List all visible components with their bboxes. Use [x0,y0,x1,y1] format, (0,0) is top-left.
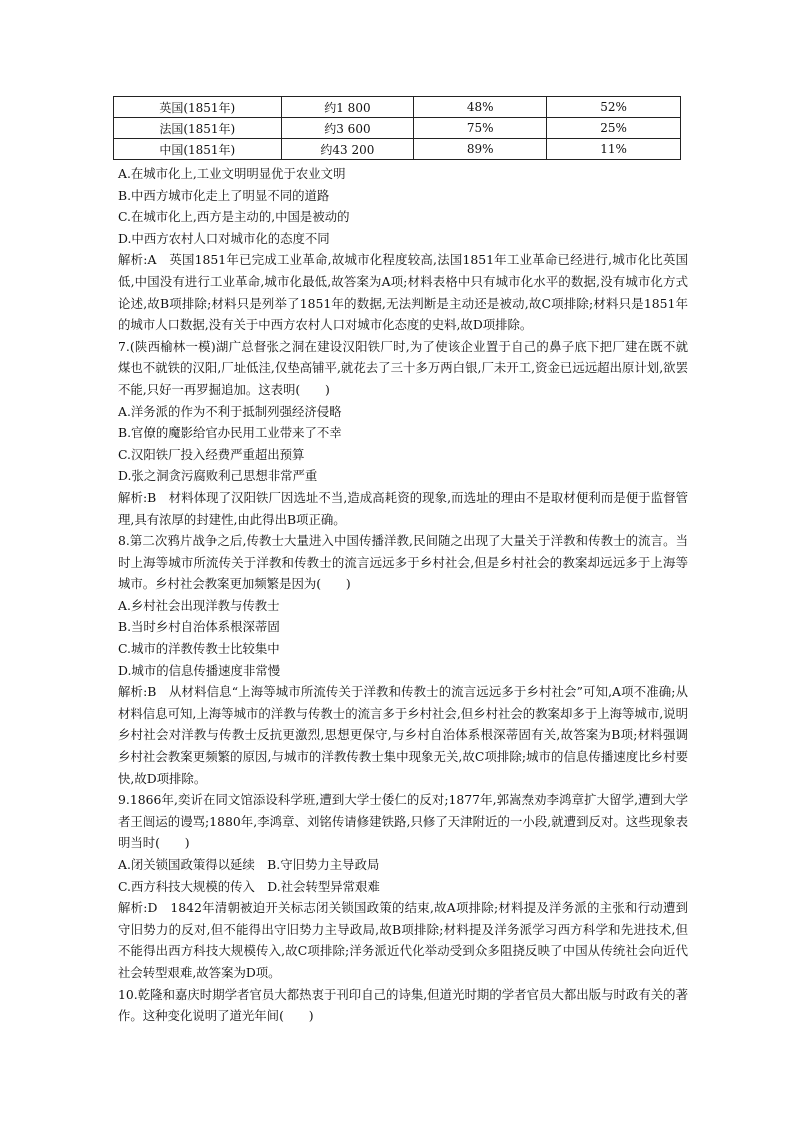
option-a: A.在城市化上,工业文明明显优于农业文明 [118,166,346,181]
table-row [114,97,681,118]
question-stem: 8.第二次鸦片战争之后,传教士大量进入中国传播洋教,民间随之出现了大量关于洋教和传教士的流言。当时上海等城市所流传关于洋教和传教士的流言远远多于乡村社会,但是乡村社会的教案却远远多于上海等城市。乡村社会教案更加频繁是因为( ) [118,533,688,592]
table-cell: 89% [414,139,547,160]
option-a: A.洋务派的作为不利于抵制列强经济侵略 [118,403,342,419]
analysis-text: 解析:D 1842年清朝被迫开关标志闭关锁国政策的结束,故A项排除;材料提及洋务派的主张和行动遭到守旧势力的反对,但不能得出守旧势力主导政局,故B项排除;材料提及洋务派学习西方科学和先进技术,但不能得出西方科技大规模传入,故C项排除;洋务派近代化举动受到众多阻挠反映了中国从传统社会向近代社会转型艰难,故答案为D项。 [118,900,688,980]
table-cell: 约3 600 [281,118,414,139]
table-cell: 48% [414,97,547,118]
options-row: A.闭关锁国政策得以延续 B.守旧势力主导政局 [118,857,380,872]
table-cell: 11% [547,139,681,160]
option-c: C.在城市化上,西方是主动的,中国是被动的 [118,209,350,225]
table-cell: 约1 800 [281,97,414,118]
option-b: B.中西方城市化走上了明显不同的道路 [118,187,330,203]
question-stem: 7.(陕西榆林一模)湖广总督张之洞在建设汉阳铁厂时,为了使该企业置于自己的鼻子底下把厂建在既不就煤也不就铁的汉阳,厂址低洼,仅垫高铺平,就花去了三十多万两白银,厂未开工,资金已远远超出原计划,欲罢不能,只好一再罗掘追加。这表明( ) [118,338,688,397]
analysis-text: 解析:B 材料体现了汉阳铁厂因选址不当,造成高耗资的现象,而选址的理由不是取材便利而是便于监督管理,具有浓厚的封建性,由此得出B项正确。 [118,489,688,527]
question-content [118,163,688,1027]
options-row: C.西方科技大规模的传入 D.社会转型异常艰难 [118,878,380,894]
option-b: B.当时乡村自治体系根深蒂固 [118,619,280,635]
option-d: D.张之洞贪污腐败利己思想非常严重 [118,468,318,484]
table-cell: 英国(1851年) [114,97,282,118]
table-cell: 52% [547,97,681,118]
option-d: D.中西方农村人口对城市化的态度不同 [118,230,330,246]
table-cell: 约43 200 [281,139,414,160]
question-stem: 10.乾隆和嘉庆时期学者官员大都热衷于刊印自己的诗集,但道光时期的学者官员大都出版与时政有关的著作。这种变化说明了道光年间( ) [118,986,688,1024]
option-c: C.城市的洋教传教士比较集中 [118,641,280,657]
option-c: C.汉阳铁厂投入经费严重超出预算 [118,446,305,462]
question-stem: 9.1866年,奕䜣在同文馆添设科学班,遭到大学士倭仁的反对;1877年,郭嵩焘劝李鸿章扩大留学,遭到大学者王闿运的谩骂;1880年,李鸿章、刘铭传请修建铁路,只修了天津附近的一小段,就遭到反对。这些现象表明当时( ) [118,792,688,851]
analysis-text: 解析:B 从材料信息“上海等城市所流传关于洋教和传教士的流言远远多于乡村社会”可知,A项不准确;从材料信息可知,上海等城市的洋教与传教士的流言多于乡村社会,但乡村社会的教案却多于上海等城市,说明乡村社会对洋教与传教士反抗更激烈,思想更保守,与乡村自治体系根深蒂固有关,故答案为B项;材料强调乡村社会教案更频繁的原因,与城市的洋教传教士集中现象无关,故C项排除;城市的信息传播速度比乡村要快,故D项排除。 [118,684,688,786]
option-b: B.官僚的魔影给官办民用工业带来了不幸 [118,425,342,441]
urbanization-table [113,96,681,160]
table-cell: 法国(1851年) [114,118,282,139]
table-row [114,118,681,139]
option-a: A.乡村社会出现洋教与传教士 [118,597,280,613]
table-cell: 25% [547,118,681,139]
table-row [114,139,681,160]
table-cell: 中国(1851年) [114,139,282,160]
table-cell: 75% [414,118,547,139]
option-d: D.城市的信息传播速度非常慢 [118,662,281,678]
analysis-text: 解析:A 英国1851年已完成工业革命,故城市化程度较高,法国1851年工业革命已经进行,城市化比英国低,中国没有进行工业革命,城市化最低,故答案为A项;材料表格中只有城市化水平的数据,没有城市化方式论述,故B项排除;材料只是列举了1851年的数据,无法判断是主动还是被动,故C项排除;材料只是1851年的城市人口数据,没有关于中西方农村人口对城市化态度的史料,故D项排除。 [118,252,688,333]
